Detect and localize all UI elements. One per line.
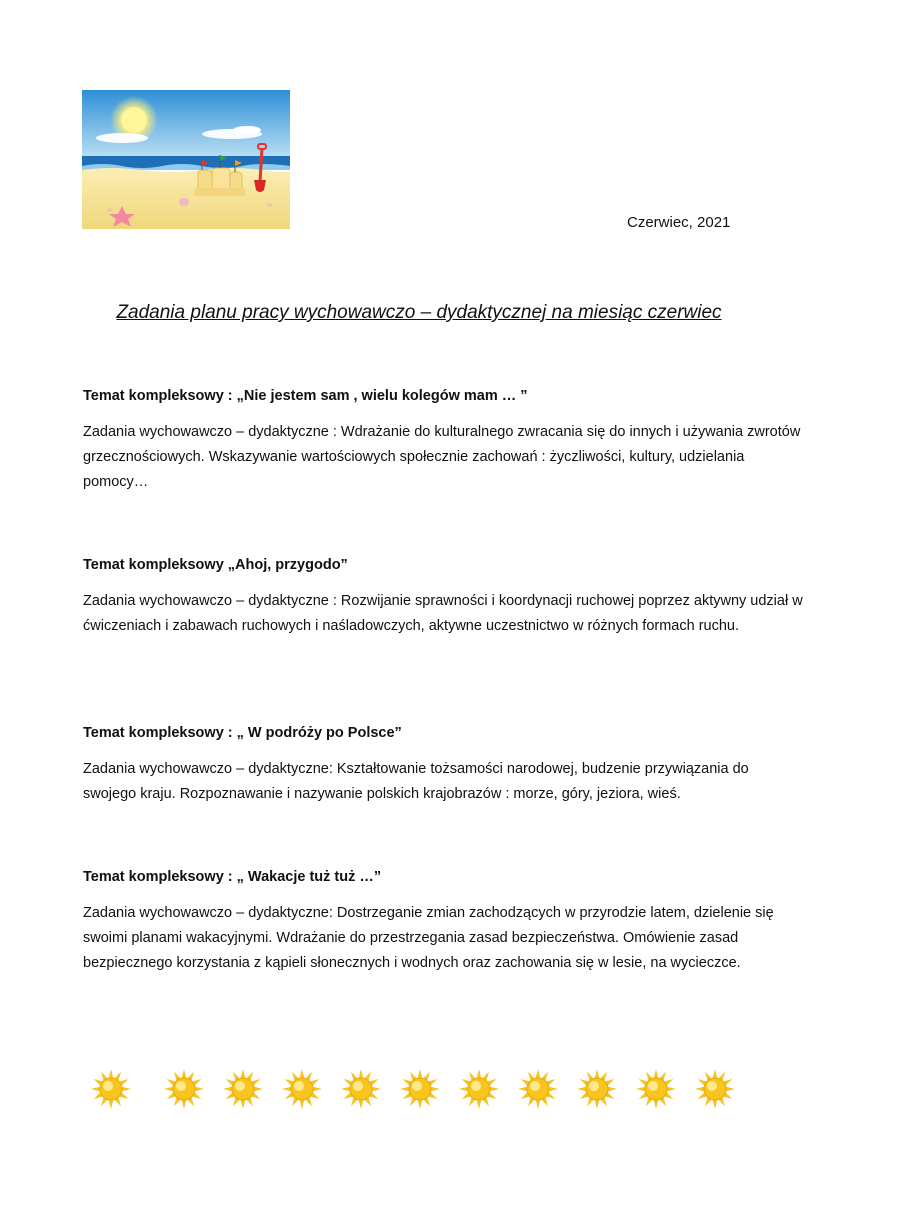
sun-icon [222, 1068, 264, 1110]
sun-icon [340, 1068, 382, 1110]
sun-icon [694, 1068, 736, 1110]
topic-tasks: Zadania wychowawczo – dydaktyczne : Wdrażanie do kulturalnego zwracania się do innych i używania zwrotów grzecznościowych. Wskazywanie wartościowych społecznie zachowań : życzliwości, kultury, udzielania pomocy… [83, 424, 801, 490]
beach-illustration [82, 90, 290, 229]
topic-tasks: Zadania wychowawczo – dydaktyczne: Dostrzeganie zmian zachodzących w przyrodzie latem, dzielenie się swoimi planami wakacyjnymi. Wdrażanie do przestrzegania zasad bezpieczeństwa. Omówienie zasad bezpiecznego korzystania z kąpieli słonecznych i wodnych oraz zachowania się w lesie, na wycieczce. [83, 905, 774, 971]
sun-icon [517, 1068, 559, 1110]
sun-decoration-row [0, 1068, 922, 1114]
topic-heading: Temat kompleksowy : „ W podróży po Polsce” [83, 725, 402, 741]
page-title: Zadania planu pracy wychowawczo – dydaktycznej na miesiąc czerwiec [116, 302, 722, 323]
topic-section-2 [83, 557, 803, 639]
topic-section-4 [83, 869, 803, 976]
sun-icon [90, 1068, 132, 1110]
sun-icon [576, 1068, 618, 1110]
sun-icon [399, 1068, 441, 1110]
sun-icon [281, 1068, 323, 1110]
topic-heading: Temat kompleksowy : „Nie jestem sam , wielu kolegów mam … ” [83, 388, 528, 404]
sun-icon [163, 1068, 205, 1110]
topic-section-1 [83, 388, 803, 495]
topic-section-3 [83, 725, 803, 807]
topic-heading: Temat kompleksowy : „ Wakacje tuż tuż …” [83, 869, 382, 885]
topic-heading: Temat kompleksowy „Ahoj, przygodo” [83, 557, 348, 573]
topic-tasks: Zadania wychowawczo – dydaktyczne: Kształtowanie tożsamości narodowej, budzenie przywiązania do swojego kraju. Rozpoznawanie i nazywanie polskich krajobrazów : morze, góry, jeziora, wieś. [83, 761, 749, 802]
document-date: Czerwiec, 2021 [627, 214, 731, 231]
sun-icon [635, 1068, 677, 1110]
sun-icon [458, 1068, 500, 1110]
topic-tasks: Zadania wychowawczo – dydaktyczne : Rozwijanie sprawności i koordynacji ruchowej poprzez aktywny udział w ćwiczeniach i zabawach ruchowych i naśladowczych, aktywne uczestnictwo w różnych formach ruchu. [83, 593, 803, 634]
